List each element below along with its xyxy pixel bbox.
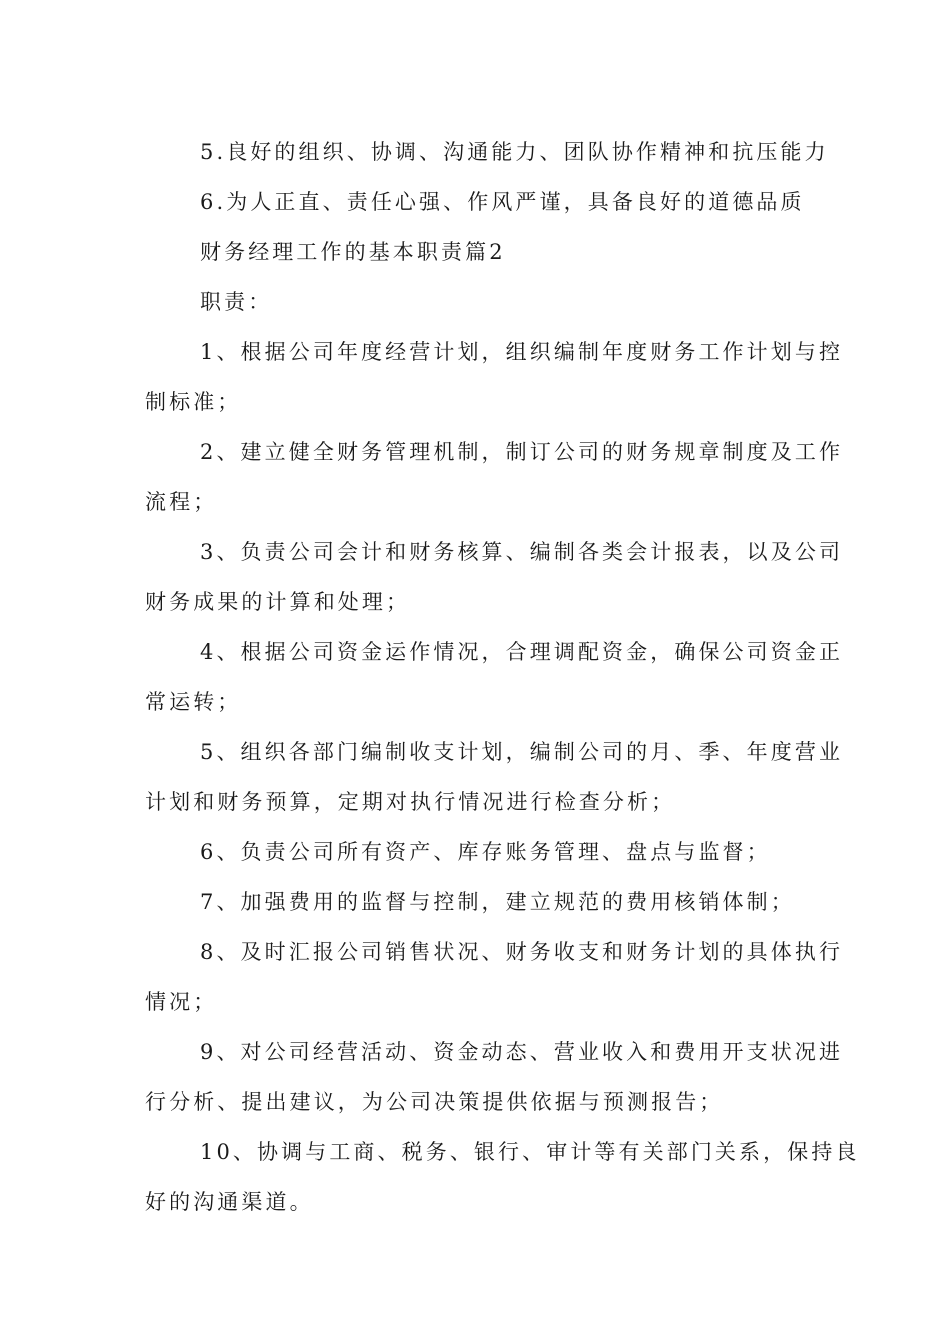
duty-5-line-2: 计划和财务预算，定期对执行情况进行检查分析； xyxy=(145,790,676,814)
intro-item-5: 5.良好的组织、协调、沟通能力、团队协作精神和抗压能力 xyxy=(200,140,829,164)
duty-6: 6、负责公司所有资产、库存账务管理、盘点与监督； xyxy=(200,840,771,864)
duty-8-line-1: 8、及时汇报公司销售状况、财务收支和财务计划的具体执行 xyxy=(200,940,844,964)
duty-3-line-2: 财务成果的计算和处理； xyxy=(145,590,411,614)
duty-1-line-1: 1、根据公司年度经营计划，组织编制年度财务工作计划与控 xyxy=(200,340,844,364)
duty-7: 7、加强费用的监督与控制，建立规范的费用核销体制； xyxy=(200,890,795,914)
duty-4-line-1: 4、根据公司资金运作情况，合理调配资金，确保公司资金正 xyxy=(200,640,844,664)
duty-4-line-2: 常运转； xyxy=(145,690,242,714)
section-title: 财务经理工作的基本职责篇2 xyxy=(200,240,506,264)
duty-2-line-1: 2、建立健全财务管理机制，制订公司的财务规章制度及工作 xyxy=(200,440,844,464)
duty-10-line-2: 好的沟通渠道。 xyxy=(145,1190,314,1214)
duty-9-line-1: 9、对公司经营活动、资金动态、营业收入和费用开支状况进 xyxy=(200,1040,844,1064)
duty-9-line-2: 行分析、提出建议，为公司决策提供依据与预测报告； xyxy=(145,1090,724,1114)
duties-heading: 职责： xyxy=(200,290,273,314)
duty-1-line-2: 制标准； xyxy=(145,390,242,414)
duty-3-line-1: 3、负责公司会计和财务核算、编制各类会计报表，以及公司 xyxy=(200,540,844,564)
intro-item-6: 6.为人正直、责任心强、作风严谨，具备良好的道德品质 xyxy=(200,190,805,214)
duty-5-line-1: 5、组织各部门编制收支计划，编制公司的月、季、年度营业 xyxy=(200,740,844,764)
duty-10-line-1: 10、协调与工商、税务、银行、审计等有关部门关系，保持良 xyxy=(200,1140,860,1164)
duty-8-line-2: 情况； xyxy=(145,990,218,1014)
duty-2-line-2: 流程； xyxy=(145,490,218,514)
